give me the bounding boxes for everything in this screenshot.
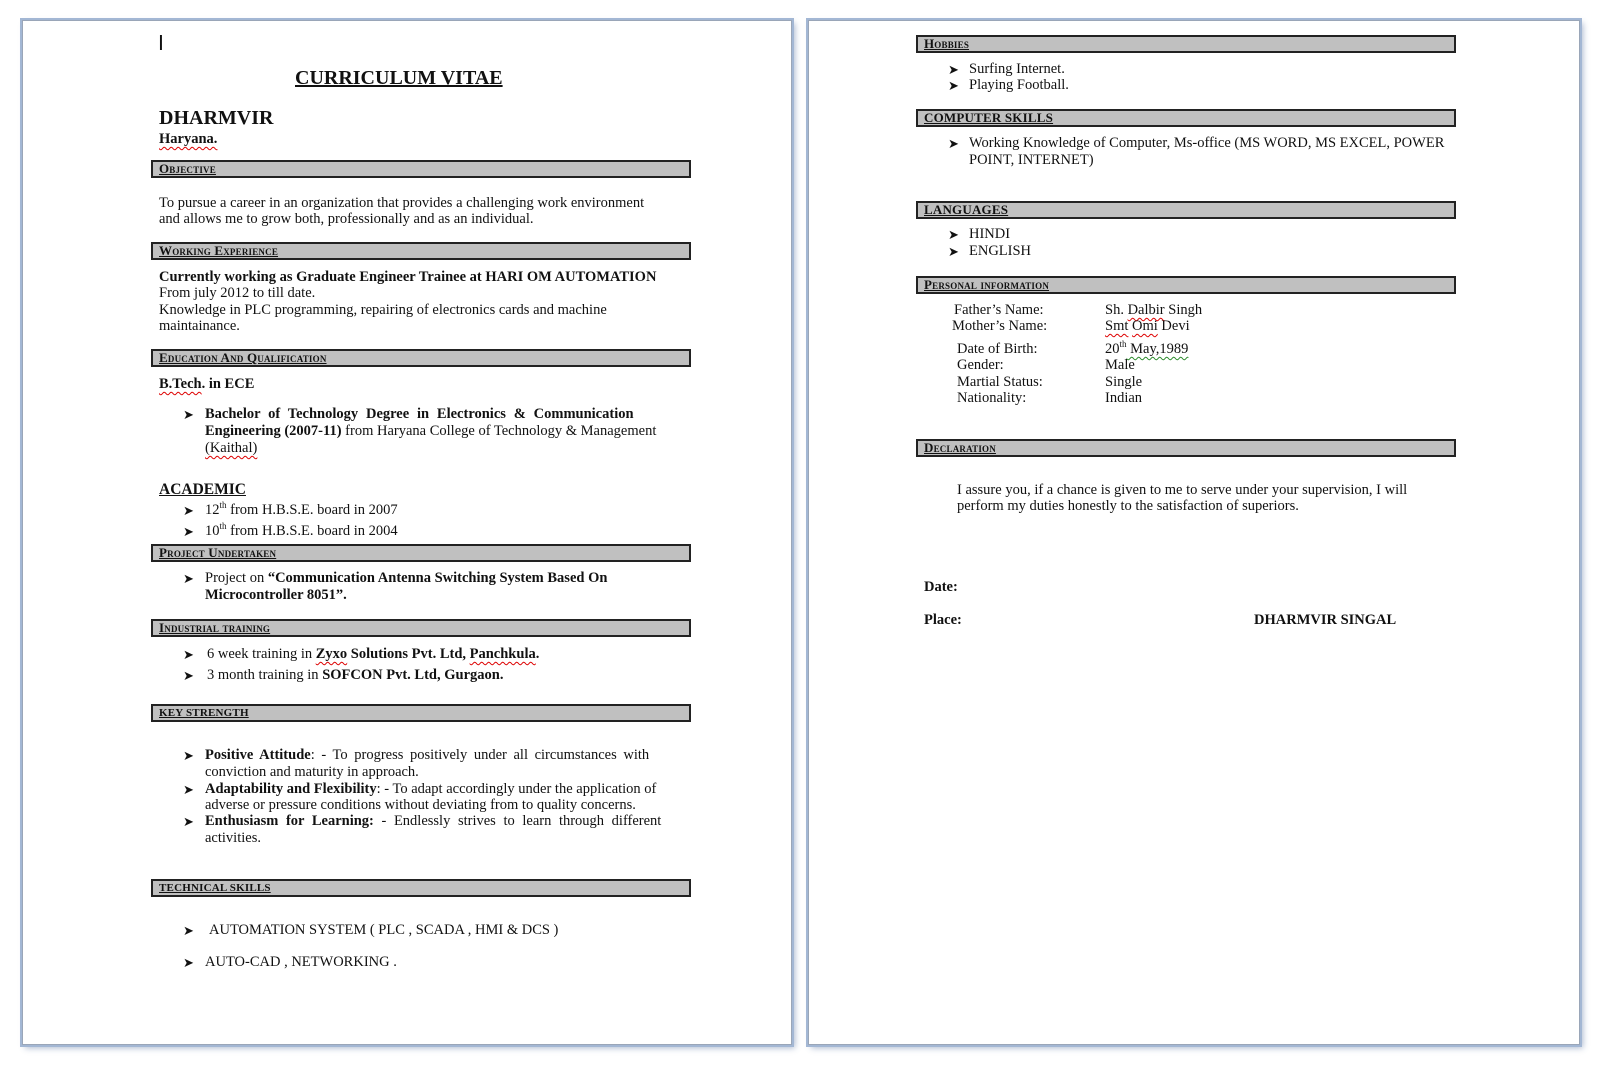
experience-line-2: From july 2012 to till date.	[159, 285, 316, 301]
training-heading: Industrial training	[151, 619, 691, 637]
experience-heading: Working Experience	[151, 242, 691, 260]
mother-name-value: Smt Omi Devi	[1105, 318, 1190, 334]
marital-status-value: Single	[1105, 374, 1143, 390]
technical-item-1: AUTOMATION SYSTEM ( PLC , SCADA , HMI & DCS )	[209, 922, 559, 938]
place-label: Place:	[924, 612, 962, 628]
father-name-label: Father’s Name:	[954, 302, 1044, 318]
declaration-line-1: I assure you, if a chance is given to me to serve under your supervision, I will	[957, 482, 1408, 498]
degree-detail-line-3: (Kaithal)	[205, 440, 258, 456]
objective-line-2: and allows me to grow both, professionally and as an individual.	[159, 211, 534, 227]
strength-1-line-1: Positive Attitude: - To progress positively under all circumstances with	[205, 747, 650, 763]
experience-line-1: Currently working as Graduate Engineer Trainee at HARI OM AUTOMATION	[159, 269, 657, 285]
arrow-bullet-icon: ➤	[183, 955, 194, 970]
arrow-bullet-icon: ➤	[948, 227, 959, 242]
training-item-1: 6 week training in Zyxo Solutions Pvt. Ltd, Panchkula.	[207, 646, 540, 662]
hobby-item-1: Surfing Internet.	[969, 61, 1065, 77]
dob-value: 20th May,1989	[1105, 339, 1189, 357]
nationality-label: Nationality:	[957, 390, 1027, 406]
arrow-bullet-icon: ➤	[183, 524, 194, 539]
computer-skills-heading: COMPUTER SKILLS	[916, 109, 1456, 127]
academic-heading: ACADEMIC	[159, 481, 246, 498]
hobby-item-2: Playing Football.	[969, 77, 1069, 93]
signature-name: DHARMVIR SINGAL	[1254, 612, 1397, 628]
education-heading: Education And Qualification	[151, 349, 691, 367]
document-title: CURRICULUM VITAE	[295, 67, 503, 89]
technical-item-2: AUTO-CAD , NETWORKING .	[205, 954, 397, 970]
computer-skills-line-1: Working Knowledge of Computer, Ms-office (MS WORD, MS EXCEL, POWER	[969, 135, 1445, 151]
experience-line-4: maintainance.	[159, 318, 240, 334]
experience-line-3: Knowledge in PLC programming, repairing of electronics cards and machine	[159, 302, 607, 318]
objective-line-1: To pursue a career in an organization that provides a challenging work environment	[159, 195, 645, 211]
arrow-bullet-icon: ➤	[183, 748, 194, 763]
nationality-value: Indian	[1105, 390, 1143, 406]
degree-title: B.Tech. in ECE	[159, 376, 255, 392]
gender-value: Male	[1105, 357, 1135, 373]
gender-label: Gender:	[957, 357, 1004, 373]
candidate-name: DHARMVIR	[159, 107, 274, 129]
arrow-bullet-icon: ➤	[183, 668, 194, 683]
project-heading: Project Undertaken	[151, 544, 691, 562]
father-name-value: Sh. Dalbir Singh	[1105, 302, 1203, 318]
arrow-bullet-icon: ➤	[948, 78, 959, 93]
marital-status-label: Martial Status:	[957, 374, 1043, 390]
strength-2-line-2: adverse or pressure conditions without deviating from to quality concerns.	[205, 797, 636, 813]
candidate-location: Haryana.	[159, 131, 218, 147]
project-line-1: Project on “Communication Antenna Switching System Based On	[205, 570, 608, 586]
strength-3-line-1: Enthusiasm for Learning: - Endlessly strives to learn through different	[205, 813, 662, 829]
personal-info-heading: Personal information	[916, 276, 1456, 294]
project-line-2: Microcontroller 8051”.	[205, 587, 347, 603]
degree-detail-line-1: Bachelor of Technology Degree in Electronics & Communication	[205, 406, 634, 422]
declaration-heading: Declaration	[916, 439, 1456, 457]
arrow-bullet-icon: ➤	[948, 244, 959, 259]
technical-skills-heading: TECHNICAL SKILLS	[151, 879, 691, 897]
academic-item-2: 10th from H.B.S.E. board in 2004	[205, 521, 398, 539]
languages-heading: LANGUAGES	[916, 201, 1456, 219]
language-item-2: ENGLISH	[969, 243, 1032, 259]
dob-label: Date of Birth:	[957, 341, 1038, 357]
arrow-bullet-icon: ➤	[183, 407, 194, 422]
degree-detail-line-2: Engineering (2007-11) from Haryana College of Technology & Management	[205, 423, 657, 439]
strength-2-line-1: Adaptability and Flexibility: - To adapt accordingly under the application of	[205, 781, 657, 797]
hobbies-heading: Hobbies	[916, 35, 1456, 53]
arrow-bullet-icon: ➤	[183, 923, 194, 938]
key-strength-heading: KEY STRENGTH	[151, 704, 691, 722]
computer-skills-line-2: POINT, INTERNET)	[969, 152, 1094, 168]
mother-name-label: Mother’s Name:	[952, 318, 1048, 334]
date-label: Date:	[924, 579, 958, 595]
objective-heading: Objective	[151, 160, 691, 178]
page-2	[808, 20, 1580, 1045]
arrow-bullet-icon: ➤	[183, 814, 194, 829]
arrow-bullet-icon: ➤	[183, 503, 194, 518]
arrow-bullet-icon: ➤	[183, 571, 194, 586]
arrow-bullet-icon: ➤	[183, 782, 194, 797]
declaration-line-2: perform my duties honestly to the satisfaction of superiors.	[957, 498, 1299, 514]
academic-item-1: 12th from H.B.S.E. board in 2007	[205, 500, 398, 518]
language-item-1: HINDI	[969, 226, 1011, 242]
arrow-bullet-icon: ➤	[948, 62, 959, 77]
arrow-bullet-icon: ➤	[183, 647, 194, 662]
strength-3-line-2: activities.	[205, 830, 261, 846]
training-item-2: 3 month training in SOFCON Pvt. Ltd, Gurgaon.	[207, 667, 504, 683]
text-cursor: I	[158, 31, 164, 55]
strength-1-line-2: conviction and maturity in approach.	[205, 764, 419, 780]
arrow-bullet-icon: ➤	[948, 136, 959, 151]
page-1	[22, 20, 792, 1045]
